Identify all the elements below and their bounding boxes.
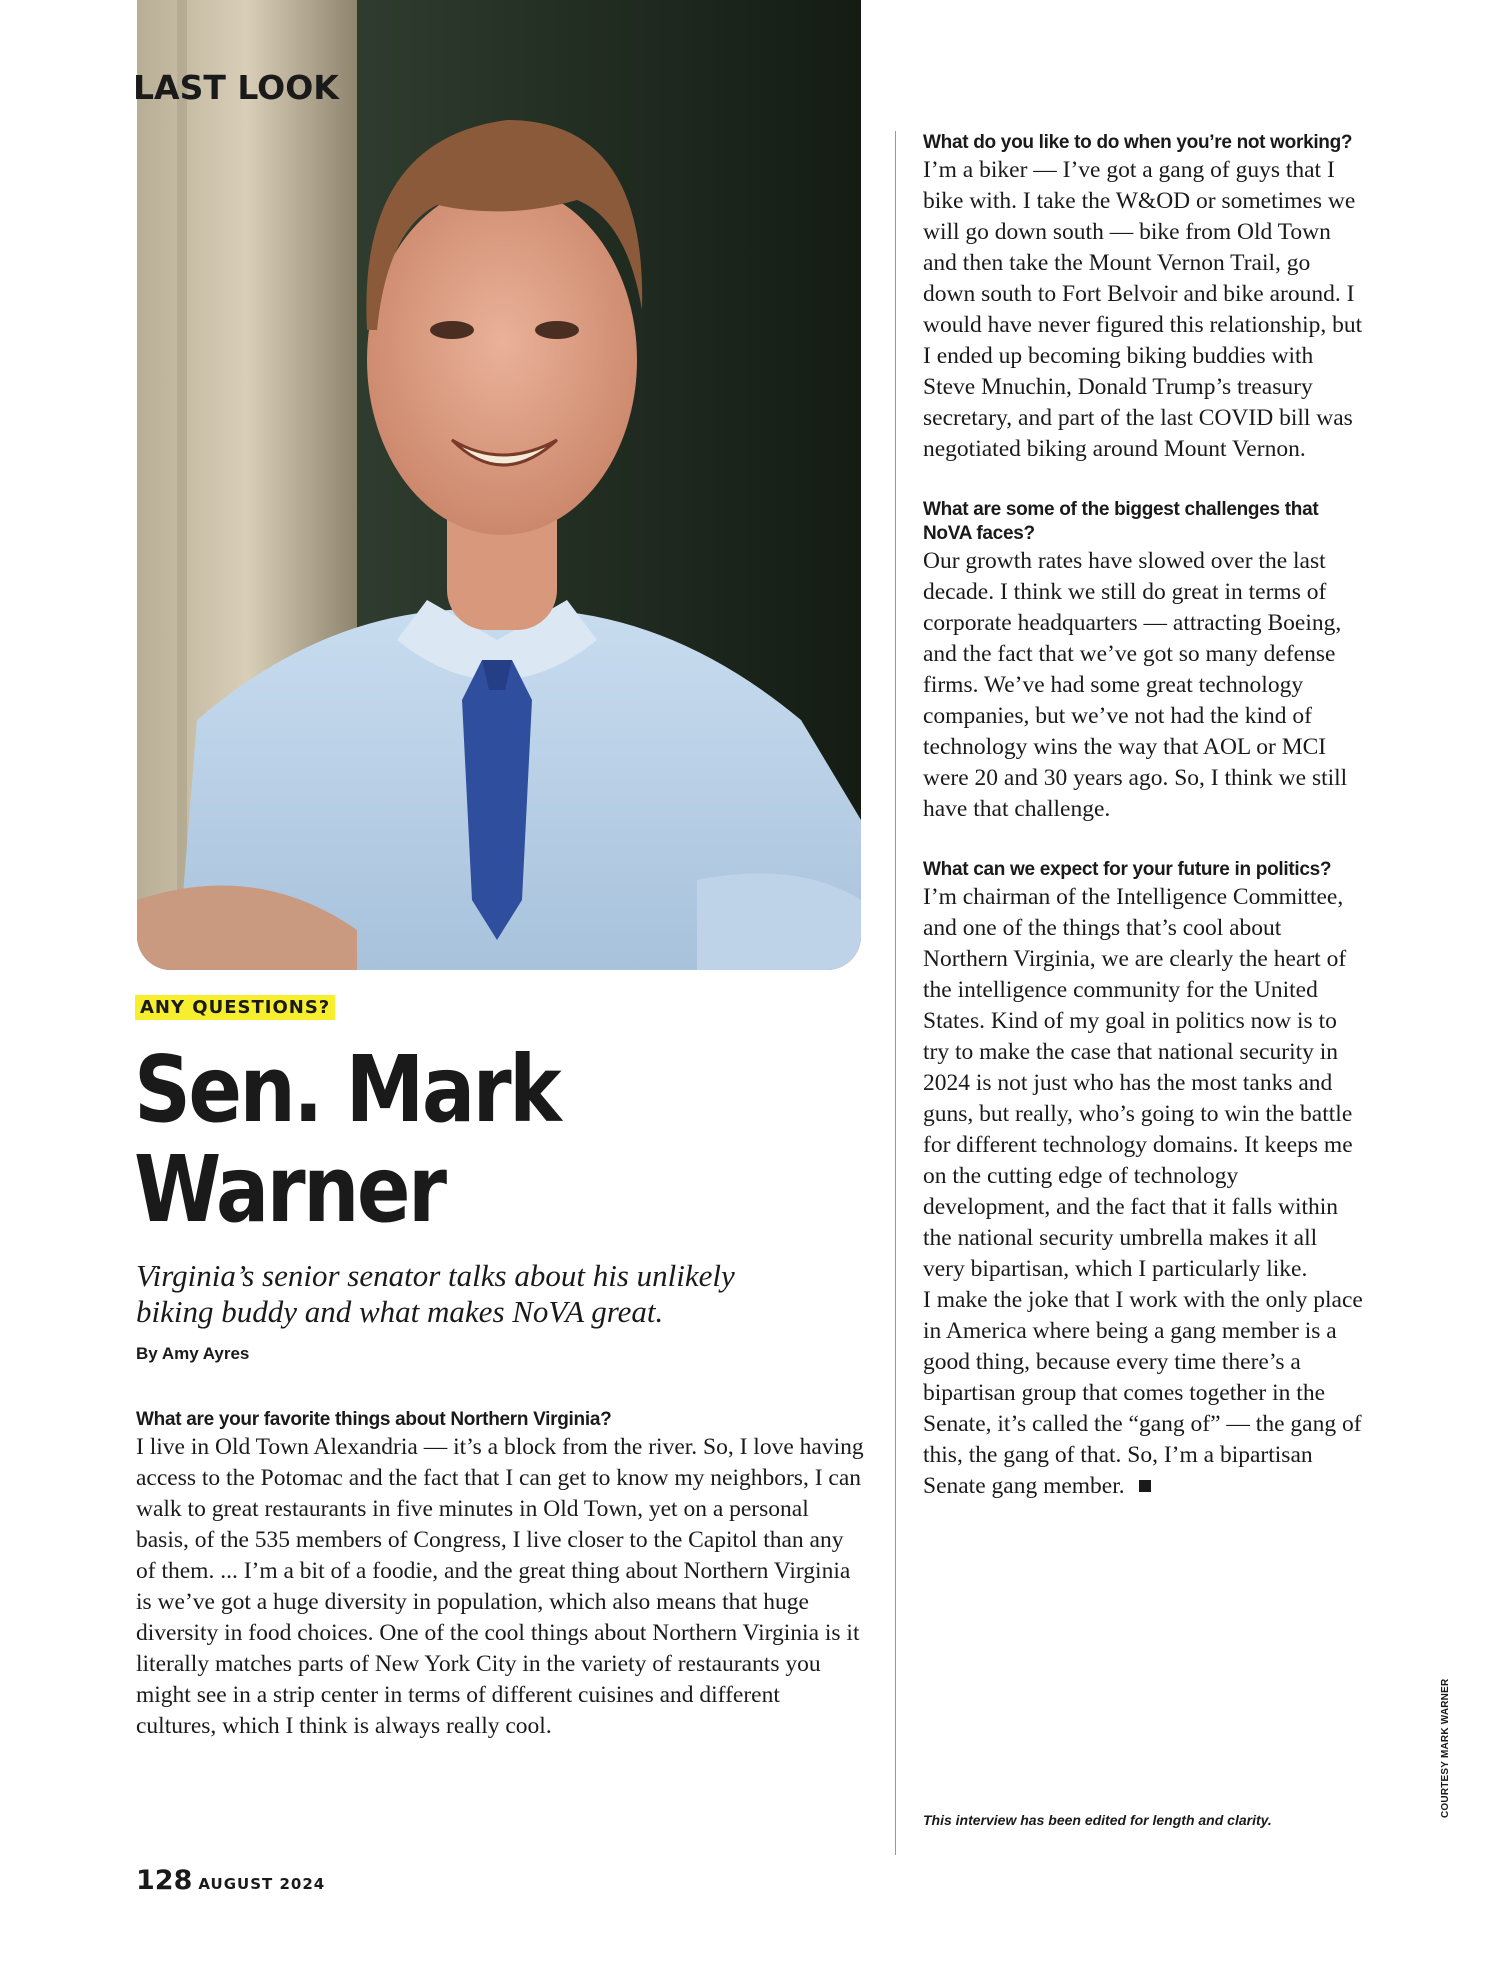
photo-credit: COURTESY MARK WARNER xyxy=(1440,1678,1451,1818)
answer-1: I live in Old Town Alexandria — it’s a block from the river. So, I love having access to the Potomac and the fact that I can get to know my neighbors, I can walk to great restaurants in five minutes in Old Town, yet on a personal basis, of the 535 members of Congress, I live closer to the Capitol than any of them. ... I’m a bit of a foodie, and the great thing about Northern Virginia is we’ve got a huge diversity in population, which also means that huge diversity in food choices. One of the cool things about Northern Virginia is it literally matches parts of New York City in the variety of restaurants you might see in a strip center in terms of different cuisines and different cultures, which I think is always really cool. xyxy=(136,1434,864,1739)
question-1: What are your favorite things about Northern Virginia? xyxy=(136,1409,612,1430)
answer-4: I’m chairman of the Intelligence Committee, and one of the things that’s cool about Northern Virginia, we are clearly the heart of the intelligence community for the United States. Kind of my goal in politics now is to try to make the case that national security in 2024 is not just who has the most tanks and guns, but really, who’s going to win the battle for different technology domains. It keeps me on the cutting edge of technology development, and the fact that it falls within the national security umbrella makes it all very bipartisan, which I particularly like. xyxy=(923,884,1353,1282)
qa-block-4 xyxy=(923,858,1363,1502)
portrait-photo xyxy=(137,0,861,970)
headline-line-2: Warner xyxy=(134,1136,445,1243)
column-divider xyxy=(895,131,896,1855)
section-label: LAST LOOK xyxy=(133,68,339,107)
byline: By Amy Ayres xyxy=(136,1344,250,1363)
end-mark-icon xyxy=(1139,1480,1151,1492)
page-number: 128 xyxy=(136,1865,193,1896)
qa-block-2 xyxy=(923,131,1363,465)
dek-line-2: biking buddy and what makes NoVA great. xyxy=(136,1294,664,1329)
answer-4-continued-text: I make the joke that I work with the only place in America where being a gang member is a good thing, because every time there’s a bipartisan group that comes together in the Senate, it’s called the “gang of” — the gang of this, the gang of that. So, I’m a bipartisan Senate gang member. xyxy=(923,1287,1363,1499)
headline-line-1: Sen. Mark xyxy=(134,1036,560,1143)
qa-block-3 xyxy=(923,498,1363,825)
question-3: What are some of the biggest challenges that NoVA faces? xyxy=(923,499,1319,544)
answer-2: I’m a biker — I’ve got a gang of guys that I bike with. I take the W&OD or sometimes we will go down south — bike from Old Town and then take the Mount Vernon Trail, go down south to Fort Belvoir and bike around. I would have never figured this relationship, but I ended up becoming biking buddies with Steve Mnuchin, Donald Trump’s treasury secretary, and part of the last COVID bill was negotiated biking around Mount Vernon. xyxy=(923,157,1363,462)
qa-block-1 xyxy=(136,1408,864,1742)
kicker-tag: ANY QUESTIONS? xyxy=(135,995,335,1020)
right-column xyxy=(923,131,1363,1535)
folio xyxy=(136,1865,325,1896)
portrait-illustration xyxy=(137,0,861,970)
dek-line-1: Virginia’s senior senator talks about his unlikely xyxy=(136,1258,735,1293)
issue-date: AUGUST 2024 xyxy=(198,1875,326,1893)
answer-3: Our growth rates have slowed over the last decade. I think we still do great in terms of corporate headquarters — attracting Boeing, and the fact that we’ve got so many defense firms. We’ve had some great technology companies, but we’ve not had the kind of technology wins the way that AOL or MCI were 20 and 30 years ago. So, I think we still have that challenge. xyxy=(923,548,1348,822)
headline xyxy=(134,1036,736,1243)
answer-4-continued xyxy=(923,1285,1363,1502)
editor-note: This interview has been edited for length and clarity. xyxy=(923,1812,1272,1828)
dek xyxy=(136,1258,856,1330)
question-2: What do you like to do when you’re not working? xyxy=(923,132,1353,153)
question-4: What can we expect for your future in politics? xyxy=(923,859,1332,880)
